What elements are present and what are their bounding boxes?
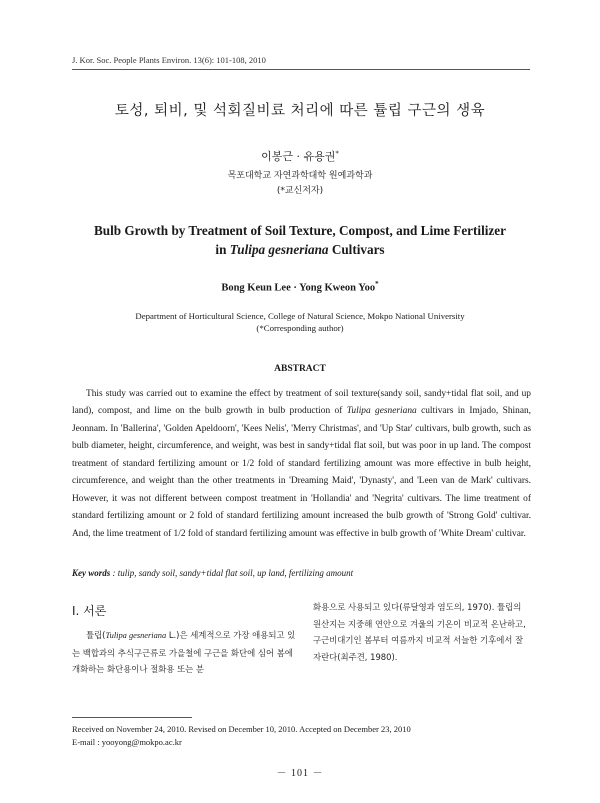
- abstract-part2: cultivars in Imjado, Shinan, Jeonnam. In 'Ballerina', 'Golden Apeldoorn', 'Kees Nelis', 'Merry Christmas', and 'Up Star' cultivars, bulb growth, such as bulb diameter, height, circumference, and weight, was best in sandy+tidal flat soil, but was poor in up land. The compost treatment of standard fertilizing amount or 1/2 fold of standard fertilizing amount was more effective in bulb height, circumference, and weight than the other treatments in 'Dreaming Maid', 'Dynasty', and 'Leen van de Mark' cultivars. However, it was not different between compost treatment in 'Hollandia' and 'Negrita' cultivars. The lime treatment of standard fertilizing amount or 2 fold of standard fertilizing amount increased the bulb growth of 'Strong Gold' cultivar. And, the lime treatment of 1/2 fold of standard fertilizing amount was effective in bulb growth of 'White Dream' cultivar.: [72, 406, 532, 539]
- section-heading-intro: Ⅰ. 서론: [72, 604, 107, 618]
- korean-affiliation: 목포대학교 자연과학대학 원예과학과: [227, 171, 373, 181]
- intro-column-right: 화용으로 사용되고 있다(류달영과 염도의, 1970). 튤립의 원산지는 지중해 연안으로 겨울의 기온이 비교적 온난하고, 구근비대기인 봄부터 여름까지 비교적 서늘한 기후에서 잘 자란다(최주견, 1980).: [313, 602, 526, 663]
- title-species: Tulipa gesneriana: [229, 242, 329, 257]
- footnote-dates: Received on November 24, 2010. Revised on December 10, 2010. Accepted on December 23, 2010: [72, 724, 411, 734]
- english-authors: [0, 280, 600, 294]
- korean-authors: [0, 148, 600, 164]
- english-title-line2: [0, 240, 600, 259]
- english-title-line1: Bulb Growth by Treatment of Soil Texture, Compost, and Lime Fertilizer: [94, 223, 506, 238]
- footnote-email: E-mail : yooyong@mokpo.ac.kr: [72, 737, 182, 747]
- header-rule: [72, 69, 530, 70]
- intro-column-left: [72, 627, 297, 678]
- footnote-rule: [72, 717, 192, 718]
- abstract-species: Tulipa gesneriana: [346, 406, 417, 417]
- english-title: [0, 221, 600, 259]
- english-affiliation: Department of Horticultural Science, College of Natural Science, Mokpo National University: [135, 311, 465, 321]
- abstract-body: [72, 386, 531, 543]
- intro-text-prefix: 튤립(: [86, 630, 106, 640]
- korean-author-mark: *: [335, 149, 339, 158]
- english-corresponding: (*Corresponding author): [256, 323, 344, 333]
- korean-author-names: 이봉근 · 유용권: [261, 150, 336, 163]
- english-author-mark: *: [375, 280, 379, 288]
- intro-text-rest: L.)은 세계적으로 가장 애용되고 있는 백합과의 추식구근류로 가을철에 구근을 화단에 심어 봄에 개화하는 화단용이나 절화용 또는 분: [72, 630, 296, 675]
- english-author-names: Bong Keun Lee · Yong Kweon Yoo: [221, 282, 376, 294]
- korean-title: 토성, 퇴비, 및 석회질비료 처리에 따른 튤립 구근의 생육: [114, 103, 486, 119]
- journal-citation: J. Kor. Soc. People Plants Environ. 13(6): 101-108, 2010: [72, 55, 266, 65]
- abstract-heading: ABSTRACT: [274, 364, 326, 374]
- keywords-list: : tulip, sandy soil, sandy+tidal flat soil, up land, fertilizing amount: [110, 568, 354, 578]
- page-number: － 101 －: [276, 768, 324, 779]
- keywords: [72, 568, 531, 578]
- intro-species: Tulipa gesneriana: [105, 631, 167, 640]
- abstract-part1: This study was carried out to examine the effect by treatment of soil texture(sandy soil, sandy+tidal flat soil, and up land), compost, and lime on the bulb growth in bulb production of: [72, 389, 531, 417]
- keywords-label: Key words: [72, 568, 111, 578]
- title-suffix: Cultivars: [328, 242, 385, 257]
- title-prefix: in: [215, 242, 230, 257]
- korean-corresponding: (*교신저자): [276, 186, 324, 196]
